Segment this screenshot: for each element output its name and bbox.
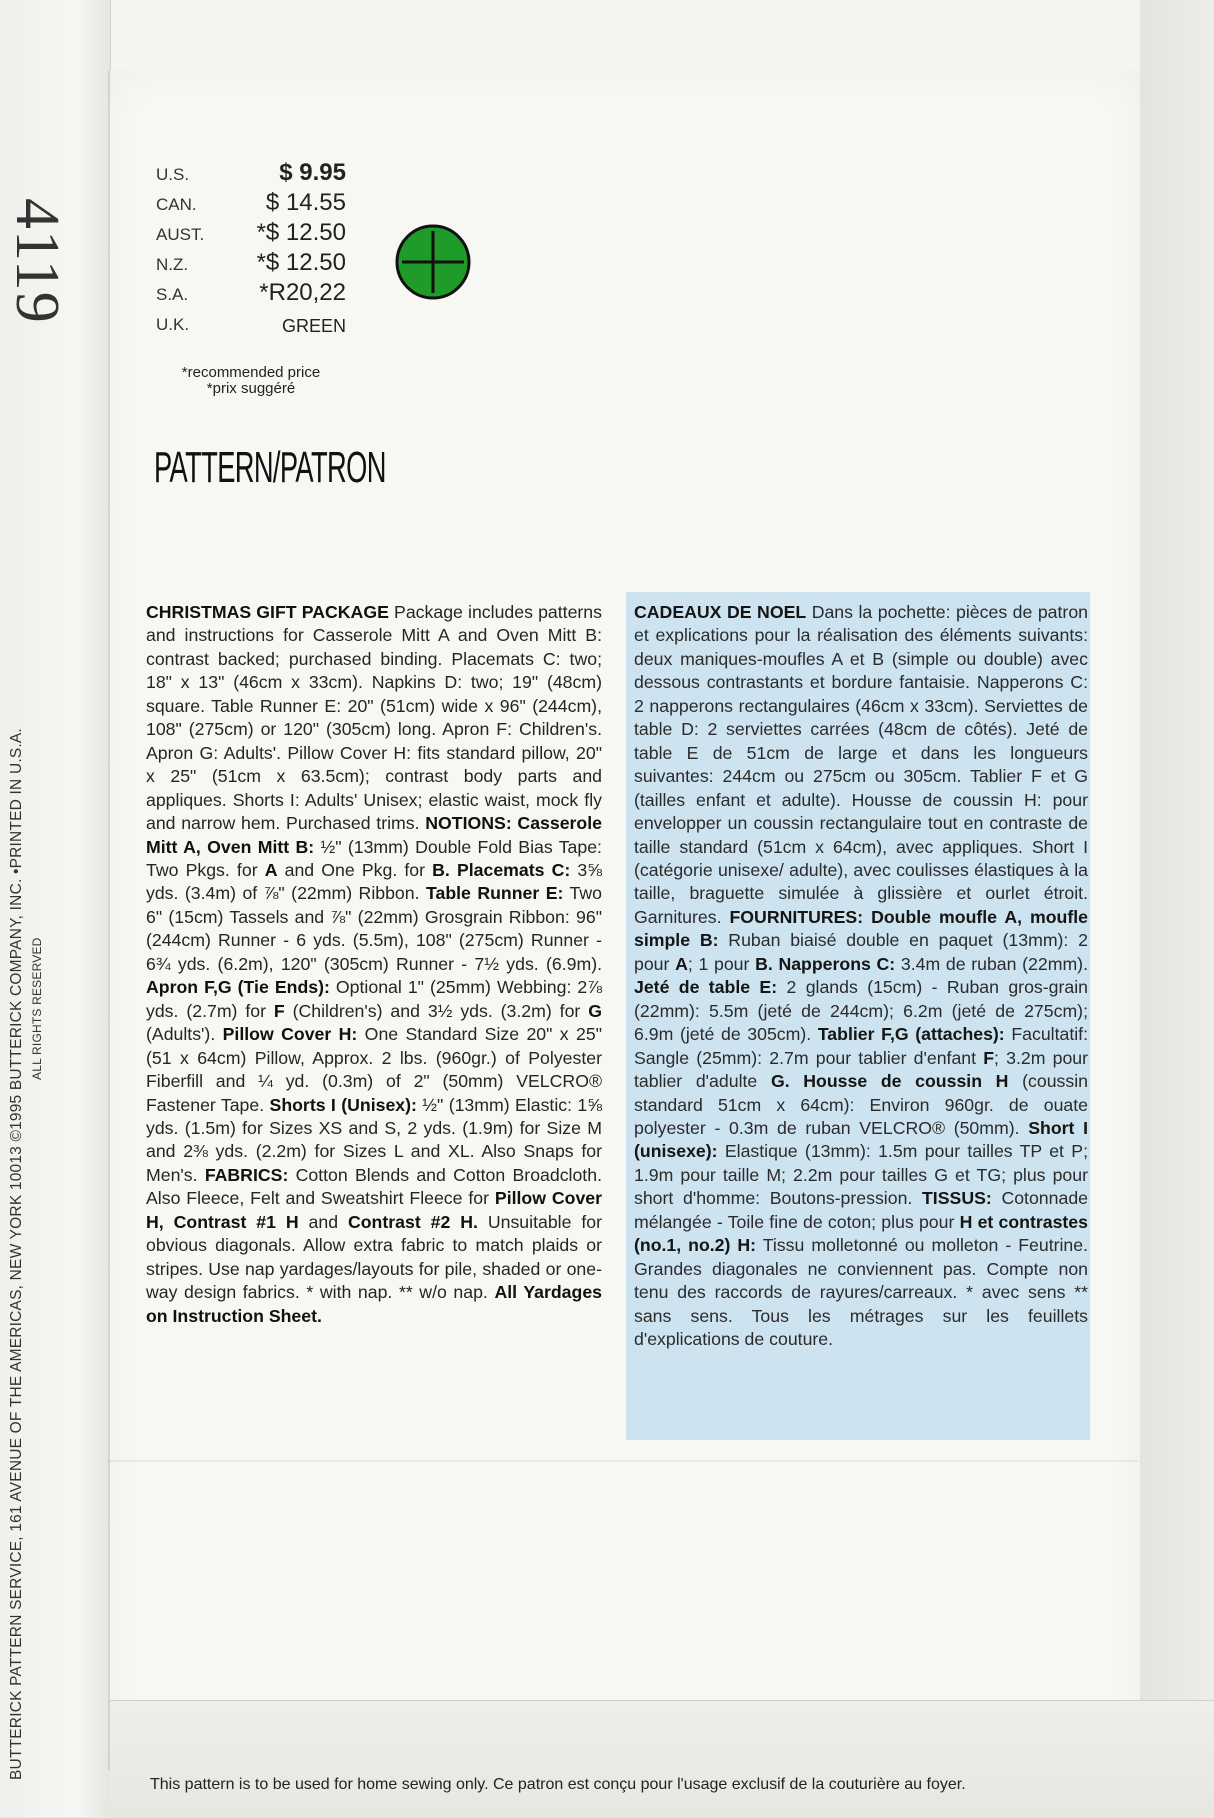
- notions-text: 3⅝ yds. (3.4m) of ⅞" (22mm) Ribbon.: [146, 859, 603, 904]
- contrast2-label: Contrast #2 H.: [347, 1211, 478, 1232]
- price-amount: $ 14.55: [265, 189, 346, 216]
- french-closing: Tous les métrages sur les feuillets d'explications de couture.: [634, 1305, 1088, 1350]
- recommended-price-note: *recommended price: [181, 364, 321, 381]
- price-amount: GREEN: [281, 316, 346, 336]
- price-country: AUST.: [156, 225, 205, 244]
- side-copyright: [8, 380, 68, 1780]
- view-b-label: B. Placemats C:: [432, 859, 571, 880]
- pattern-heading: PATTERN/PATRON: [154, 443, 386, 492]
- notions-text: One Standard Size 20" x 25" (51 x 64cm) Pillow, Approx. 2 lbs. (960gr.) of Polyester Fiberfill and ¼ yd. (0.3m) of 2" (50mm) VELCRO® Fastener Tape.: [146, 1024, 602, 1115]
- apron-label: Apron F,G (Tie Ends):: [146, 977, 330, 998]
- tissus-text: Cotonnade mélangée - Toile fine de coton; plus pour: [634, 1188, 1088, 1232]
- shorts-label: Shorts I (Unisex):: [269, 1094, 417, 1115]
- fabrics-label: FABRICS:: [204, 1164, 289, 1185]
- fournitures-text: (coussin standard 51cm x 64cm): Environ 960gr. de ouate polyester - 0.3m de ruban VELCRO® (50mm).: [634, 1071, 1088, 1138]
- price-amount: *R20,22: [259, 279, 346, 306]
- pattern-number: 4119: [3, 198, 71, 324]
- price-amount: $ 9.95: [279, 159, 346, 186]
- notions-label: NOTIONS: Casserole Mitt A, Oven Mitt B:: [146, 813, 602, 857]
- english-intro: Package includes patterns and instructions for Casserole Mitt A and Oven Mitt B: contrast backed; purchased binding. Placemats C: two; 18" x 13" (46cm x 33cm). Napkins D: two; 19" (48cm) square. Table Runner E: 20" (51cm) wide x 96" (244cm), 108" (275cm) or 120" (305cm) long. Apron F: Children's. Apron G: Adults'. Pillow Cover H: fits standard pillow, 20" x 25" (51cm x 63.5cm); contrast body parts and appliques. Shorts I: Adults' Unisex; elastic waist, mock fly and narrow hem. Purchased trims.: [146, 602, 602, 834]
- price-country: CAN.: [156, 195, 197, 214]
- fabrics-text: and: [298, 1211, 348, 1232]
- tablier-label: Tablier F,G (attaches):: [817, 1024, 1005, 1045]
- contrastes-label: H et contrastes (no.1, no.2) H:: [634, 1211, 1088, 1256]
- napperons-label: B. Napperons C:: [755, 953, 896, 974]
- price-row-sa: [156, 279, 346, 309]
- fabrics-text: Unsuitable for obvious diagonals. Allow extra fabric to match plaids or stripes. Use nap yardages/layouts for pile, shaded or one-way design fabrics. * with nap. ** w/o nap.: [146, 1211, 602, 1303]
- fournitures-text: Ruban biaisé double en paquet (13mm): 2 pour: [634, 930, 1088, 974]
- notions-text: (Children's) and 3½ yds. (3.2m) for: [284, 1000, 589, 1021]
- housse-label: G. Housse de coussin H: [770, 1071, 1009, 1092]
- view-f-label: F: [273, 1000, 285, 1021]
- french-description: [634, 601, 1088, 1352]
- fournitures-text: 2 glands (15cm) - Ruban gros-grain (22mm): 5.5m (jeté de 244cm); 6.2m (jeté de 275cm); 6.9m (jeté de 305cm).: [634, 977, 1088, 1045]
- crosshair-circle-icon: [394, 223, 472, 301]
- fournitures-text: Elastique (13mm): 1.5m pour tailles TP et P; 1.9m pour taille M; 2.2m pour tailles G et TG; plus pour short d'homme: Boutons-pression.: [634, 1141, 1088, 1209]
- pillow-cover-label: Pillow Cover H:: [222, 1024, 358, 1045]
- home-sewing-note: This pattern is to be used for home sewing only. Ce patron est conçu pour l'usage exclusif de la couturière au foyer.: [150, 1776, 966, 1793]
- view-f-label: F: [983, 1047, 995, 1068]
- english-closing: All Yardages on Instruction Sheet.: [146, 1282, 602, 1326]
- copyright-line: BUTTERICK PATTERN SERVICE, 161 AVENUE OF THE AMERICAS, NEW YORK 10013 ©1995 BUTTERICK COMPANY, INC. •PRINTED IN U.S.A.: [8, 728, 25, 1780]
- price-row-aust: [156, 219, 346, 249]
- tissus-text: Tissu molletonné ou molleton - Feutrine. Grandes diagonales ne conviennent pas. Compte non tenu des raccords de rayures/carreaux. * avec sens ** sans sens.: [634, 1235, 1089, 1326]
- price-row-nz: [156, 249, 346, 279]
- table-runner-label: Table Runner E:: [426, 883, 564, 904]
- fournitures-text: ; 1 pour: [687, 953, 756, 974]
- english-description: [146, 601, 602, 1328]
- pillow-contrast-label: Pillow Cover H, Contrast #1 H: [146, 1188, 603, 1232]
- crease-line: [108, 1460, 1138, 1462]
- french-title: CADEAUX DE NOEL: [634, 602, 807, 622]
- view-a-label: A: [675, 953, 688, 974]
- short-label: Short I (unisexe):: [634, 1117, 1088, 1162]
- price-table: [156, 155, 346, 339]
- jete-label: Jeté de table E:: [634, 977, 778, 998]
- fournitures-text: ; 3.2m pour tablier d'adulte: [634, 1047, 1089, 1092]
- fournitures-label: FOURNITURES: Double moufle A, moufle simple B:: [634, 906, 1088, 951]
- price-row-us: [156, 155, 346, 189]
- rights-reserved-line: ALL RIGHTS RESERVED: [30, 937, 44, 1080]
- notions-text: (Adults').: [146, 1024, 223, 1045]
- prix-suggere-note: *prix suggéré: [206, 380, 296, 397]
- price-country: U.S.: [156, 165, 190, 184]
- fournitures-text: Facultatif: Sangle (25mm): 2.7m pour tablier d'enfant: [634, 1024, 1089, 1068]
- price-row-can: [156, 189, 346, 219]
- price-row-uk: [156, 309, 346, 339]
- tissus-label: TISSUS:: [922, 1188, 992, 1209]
- price-amount: *$ 12.50: [256, 249, 346, 276]
- english-title: CHRISTMAS GIFT PACKAGE: [146, 602, 389, 622]
- price-amount: *$ 12.50: [256, 219, 346, 246]
- notions-text: and One Pkg. for: [277, 859, 433, 880]
- notions-text: ½" (13mm) Elastic: 1⅝ yds. (1.5m) for Sizes XS and S, 2 yds. (1.9m) for Size M and 2⅜ yds. (2.2m) for Sizes L and XL. Also Snaps for Men's.: [146, 1094, 602, 1185]
- right-edge: [1140, 0, 1214, 1817]
- price-note: [156, 365, 346, 397]
- fournitures-text: 3.4m de ruban (22mm).: [895, 953, 1088, 974]
- notions-text: Two 6" (15cm) Tassels and ⅞" (22mm) Grosgrain Ribbon: 96" (244cm) Runner - 6 yds. (5.5m), 108" (275cm) Runner - 6¾ yds. (6.2m), 120" (305cm) Runner - 7½ yds. (6.9m).: [146, 883, 602, 974]
- french-intro: Dans la pochette: pièces de patron et explications pour la réalisation des éléments suivants: deux maniques-moufles A et B (simple ou double) avec dessous contrastants et bordure fantaisie. Napperons C: 2 napperons rectangulaires (46cm x 33cm). Serviettes de table D: 2 serviettes carrées (48cm de côtés). Jeté de table E de 51cm de large et dans les longueurs suivantes: 244cm ou 275cm ou 305cm. Tablier F et G (tailles enfant et adulte). Housse de coussin H: pour envelopper un coussin rectangulaire tout en contraste de taille standard (51cm x 64cm), avec appliques. Short I (catégorie unisexe/ adulte), avec coulisses élastiques à la taille, braguette simulée à glissière et ourlet étroit. Garnitures.: [634, 602, 1088, 927]
- price-country: U.K.: [156, 315, 190, 334]
- view-g-label: G: [588, 1000, 602, 1021]
- price-country: N.Z.: [156, 255, 189, 274]
- fabrics-text: Cotton Blends and Cotton Broadcloth. Also Fleece, Felt and Sweatshirt Fleece for: [146, 1164, 602, 1209]
- notions-text: ½" (13mm) Double Fold Bias Tape: Two Pkgs. for: [146, 836, 602, 880]
- view-a-label: A: [264, 859, 278, 880]
- price-country: S.A.: [156, 285, 189, 304]
- notions-text: Optional 1" (25mm) Webbing: 2⅞ yds. (2.7m) for: [146, 977, 602, 1021]
- bottom-flap: [110, 1700, 1214, 1818]
